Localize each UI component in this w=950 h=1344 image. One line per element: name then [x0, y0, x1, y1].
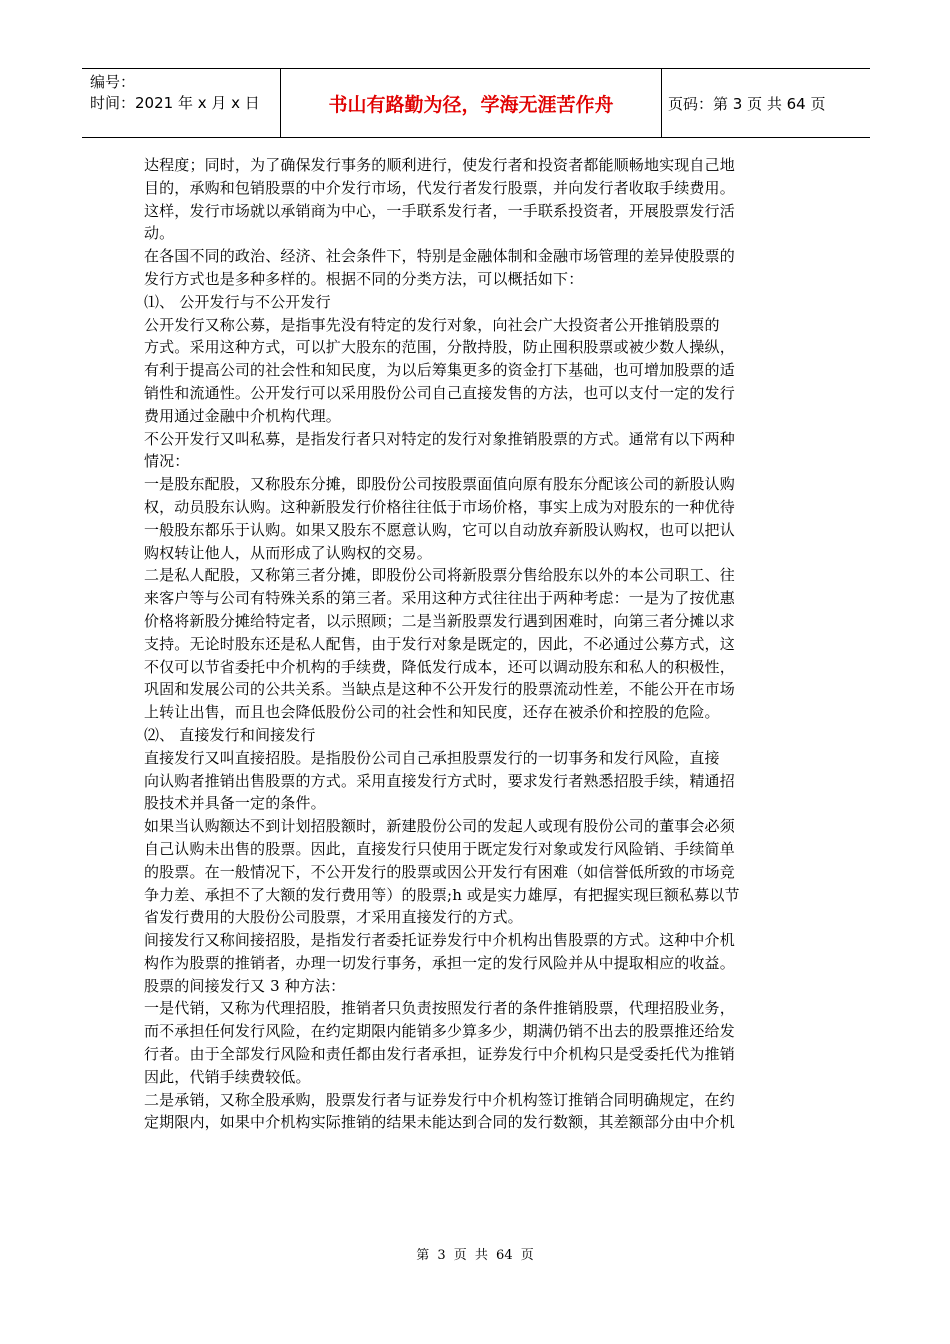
- body-text-line: 权，动员股东认购。这种新股发行价格往往低于市场价格，事实上成为对股东的一种优待: [144, 497, 735, 516]
- body-text-line: 巩固和发展公司的公共关系。当缺点是这种不公开发行的股票流动性差，不能公开在市场: [144, 680, 735, 699]
- body-text-line: 价格将新股分摊给特定者，以示照顾；二是当新股票发行遇到困难时，向第三者分摊以求: [144, 611, 735, 630]
- body-text-line: 股技术并具备一定的条件。: [144, 794, 326, 813]
- body-text-line: 如果当认购额达不到计划招股额时，新建股份公司的发起人或现有股份公司的董事会必须: [144, 817, 735, 836]
- body-text-line: 公开发行又称公募，是指事先没有特定的发行对象，向社会广大投资者公开推销股票的: [144, 315, 720, 334]
- body-text-line: 目的，承购和包销股票的中介发行市场，代发行者发行股票，并向发行者收取手续费用。: [144, 178, 735, 197]
- body-text-line: 省发行费用的大股份公司股票，才采用直接发行的方式。: [144, 908, 523, 927]
- body-text-line: 二是承销，又称全股承购，股票发行者与证券发行中介机构签订推销合同明确规定，在约: [144, 1090, 735, 1109]
- header-page-info: 页码：第 3 页 共 64 页: [668, 94, 826, 113]
- body-text-line: 发行方式也是多种多样的。根据不同的分类方法，可以概括如下：: [144, 269, 584, 288]
- document-body: [144, 154, 814, 1134]
- body-text-line: 间接发行又称间接招股，是指发行者委托证券发行中介机构出售股票的方式。这种中介机: [144, 931, 735, 950]
- header-motto: 书山有路勤为径，学海无涯苦作舟: [328, 93, 614, 116]
- body-text-line: 这样，发行市场就以承销商为中心，一手联系发行者，一手联系投资者，开展股票发行活: [144, 201, 735, 220]
- document-date: 时间：2021 年 x 月 x 日: [90, 94, 260, 112]
- header-meta-cell: [82, 69, 281, 137]
- body-text-line: 自己认购未出售的股票。因此，直接发行只使用于既定发行对象或发行风险销、手续简单: [144, 839, 735, 858]
- body-text-line: 上转让出售，而且也会降低股份公司的社会性和知民度，还存在被杀价和控股的危险。: [144, 703, 720, 722]
- body-text-line: 来客户等与公司有特殊关系的第三者。采用这种方式往往出于两种考虑：一是为了按优惠: [144, 589, 735, 608]
- body-text-line: 费用通过金融中介机构代理。: [144, 406, 341, 425]
- body-text-line: 一是代销，又称为代理招股，推销者只负责按照发行者的条件推销股票，代理招股业务，: [144, 999, 735, 1018]
- body-text-line: 行者。由于全部发行风险和责任都由发行者承担，证券发行中介机构只是受委托代为推销: [144, 1045, 735, 1064]
- body-text-line: 在各国不同的政治、经济、社会条件下，特别是金融体制和金融市场管理的差异使股票的: [144, 247, 735, 266]
- body-text-line: 股票的间接发行又 3 种方法：: [144, 976, 346, 995]
- body-text-line: 直接发行又叫直接招股。是指股份公司自己承担股票发行的一切事务和发行风险，直接: [144, 748, 720, 767]
- body-text-line: ⑴、 公开发行与不公开发行: [144, 292, 331, 311]
- body-text-line: 有利于提高公司的社会性和知民度，为以后筹集更多的资金打下基础，也可增加股票的适: [144, 361, 735, 380]
- body-text-line: 定期限内，如果中介机构实际推销的结果未能达到合同的发行数额，其差额部分由中介机: [144, 1113, 735, 1132]
- header-page-cell: [662, 69, 870, 137]
- body-text-line: 因此，代销手续费较低。: [144, 1067, 311, 1086]
- body-text-line: 向认购者推销出售股票的方式。采用直接发行方式时，要求发行者熟悉招股手续，精通招: [144, 771, 735, 790]
- body-text-line: 情况：: [144, 452, 190, 471]
- body-text-line: 的股票。在一般情况下，不公开发行的股票或因公开发行有困难（如信誉低所致的市场竞: [144, 862, 735, 881]
- body-text-line: 而不承担任何发行风险，在约定期限内能销多少算多少，期满仍销不出去的股票推还给发: [144, 1022, 735, 1041]
- body-text-line: ⑵、 直接发行和间接发行: [144, 725, 316, 744]
- body-text-line: 一般股东都乐于认购。如果又股东不愿意认购，它可以自动放弃新股认购权，也可以把认: [144, 520, 735, 539]
- body-text-line: 支持。无论时股东还是私人配售，由于发行对象是既定的，因此，不必通过公募方式，这: [144, 634, 735, 653]
- body-text-line: 构作为股票的推销者，办理一切发行事务，承担一定的发行风险并从中提取相应的收益。: [144, 953, 735, 972]
- body-text-line: 达程度；同时，为了确保发行事务的顺利进行，使发行者和投资者都能顺畅地实现自己地: [144, 156, 735, 174]
- body-text-line: 争力差、承担不了大额的发行费用等）的股票;h 或是实力雄厚，有把握实现巨额私募以节: [144, 885, 740, 904]
- body-text-line: 二是私人配股，又称第三者分摊，即股份公司将新股票分售给股东以外的本公司职工、往: [144, 566, 735, 585]
- body-text-line: 一是股东配股，又称股东分摊，即股份公司按股票面值向原有股东分配该公司的新股认购: [144, 475, 735, 494]
- header-motto-cell: [281, 69, 662, 137]
- body-text-line: 不仅可以节省委托中介机构的手续费，降低发行成本，还可以调动股东和私人的积极性，: [144, 657, 735, 676]
- page-header: [82, 68, 870, 138]
- body-text-line: 销性和流通性。公开发行可以采用股份公司自己直接发售的方法，也可以支付一定的发行: [144, 383, 735, 402]
- body-text-line: 不公开发行又叫私募，是指发行者只对特定的发行对象推销股票的方式。通常有以下两种: [144, 429, 735, 448]
- document-number-label: 编号：: [90, 73, 136, 91]
- body-text-line: 动。: [144, 224, 175, 243]
- body-text-line: 购权转让他人，从而形成了认购权的交易。: [144, 543, 432, 562]
- page-footer: 第 3 页 共 64 页: [416, 1248, 534, 1263]
- body-text-line: 方式。采用这种方式，可以扩大股东的范围，分散持股，防止囤积股票或被少数人操纵，: [144, 338, 735, 357]
